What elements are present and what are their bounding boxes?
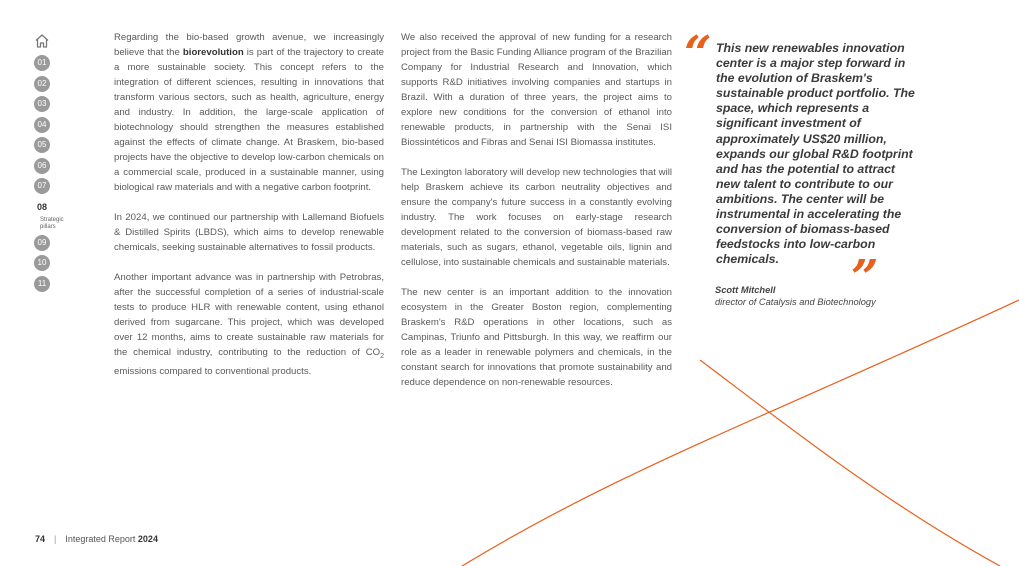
chapter-03[interactable]: 03	[34, 96, 50, 112]
close-quote-icon: ”	[851, 250, 879, 306]
open-quote-icon: “	[684, 26, 712, 82]
p1-text-a: Regarding the bio-based growth avenue, we increasingly believe that the	[114, 32, 384, 58]
chapter-nav	[33, 33, 93, 296]
chapter-04[interactable]: 04	[34, 117, 50, 133]
p3-text-a: Another important advance was in partnership with Petrobras, after the successful completion of a series of industrial-scale tests to produce HLR with renewable content, using ethanol derived from sugarcane. This project, which was developed over 12 months, aims to create sustainable raw materials for the chemical industry, contributing to the reduction of CO	[114, 272, 384, 358]
chapter-09[interactable]: 09	[34, 235, 50, 251]
chapter-11[interactable]: 11	[34, 276, 50, 292]
active-chapter-label: Strategic pillars	[40, 216, 64, 230]
p1-bold: biorevolution	[182, 47, 244, 58]
p3-text-b: emissions compared to conventional products.	[114, 365, 312, 377]
pull-quote: This new renewables innovation center is a major step forward in the evolution of Braskem's sustainable product portfolio. The space, which represents a significant investment of approximately US$20 million, expands our global R&D footprint and has the potential to attract new talent to contribute to our ambitions. The center will be instrumental in accelerating the conversion of biomass-based feedstocks into low-carbon chemicals.	[716, 41, 915, 267]
chapter-02[interactable]: 02	[34, 76, 50, 92]
home-icon[interactable]	[34, 33, 50, 49]
p3-subscript: 2	[380, 352, 384, 360]
report-title: Integrated Report	[65, 534, 136, 544]
chapter-10[interactable]: 10	[34, 255, 50, 271]
chapter-06[interactable]: 06	[34, 158, 50, 174]
orange-curve-2	[700, 360, 1000, 566]
p1-text-b: is part of the trajectory to create a more sustainable society. This concept refers to the integration of different sciences, resulting in innovations that transform various sectors, such as health, agriculture, energy and industry. In addition, the large-scale application of biotechnology should strengthen the measures established against the effects of climate change. At Braskem, bio-based projects have the objective to develop low-carbon chemicals on a commercial scale, produced in a sustainable manner, using biological raw materials and with a negative carbon footprint.	[114, 47, 384, 193]
page-footer	[35, 534, 158, 544]
paragraph-funding: We also received the approval of new funding for a research project from the Basic Funding Alliance program of the Brazilian Company for Industrial Research and Innovation, which supports R&D initiatives involving companies and startups in Brazil. With a duration of three years, the project aims to explore new conditions for the conversion of ethanol into renewable products, in partnership with the Senai ISI Biossintéticos and Fibras and Senai ISI Biomassa institutes.	[401, 32, 672, 148]
quote-attribution	[715, 284, 876, 308]
paragraph-lallemand: In 2024, we continued our partnership with Lallemand Biofuels & Distilled Spirits (LBDS), which aims to develop renewable chemicals, seeking sustainable alternatives to fossil products.	[114, 212, 384, 253]
text-column-2	[401, 30, 672, 405]
quote-author-role: director of Catalysis and Biotechnology	[715, 297, 876, 307]
paragraph-biorevolution	[114, 30, 384, 195]
paragraph-petrobras	[114, 270, 384, 379]
quote-author: Scott Mitchell	[715, 285, 776, 295]
paragraph-lexington: The Lexington laboratory will develop new technologies that will help Braskem achieve its carbon neutrality objectives and ensure the company's future success in a constantly evolving industry. The work focuses on early-stage research development related to the conversion of biomass-based raw materials, such as sugars, ethanol, vegetable oils, lignin and cellulose, into sustainable chemicals and sustainable materials.	[401, 167, 672, 268]
report-year: 2024	[137, 534, 158, 544]
chapter-08-active[interactable]: 08	[36, 201, 47, 212]
page-number: 74	[35, 534, 46, 544]
chapter-05[interactable]: 05	[34, 137, 50, 153]
chapter-07[interactable]: 07	[34, 178, 50, 194]
text-column-1	[114, 30, 384, 394]
chapter-01[interactable]: 01	[34, 55, 50, 71]
paragraph-boston-center: The new center is an important addition to the innovation ecosystem in the Greater Boston region, complementing Braskem's R&D operations in other locations, such as Campinas, Triunfo and Pittsburgh. In this way, we reaffirm our role as a leader in renewable polymers and chemicals, in the constant search for innovations that promote sustainability and reduce dependence on non-renewable resources.	[401, 287, 672, 388]
footer-separator: |	[54, 534, 57, 544]
